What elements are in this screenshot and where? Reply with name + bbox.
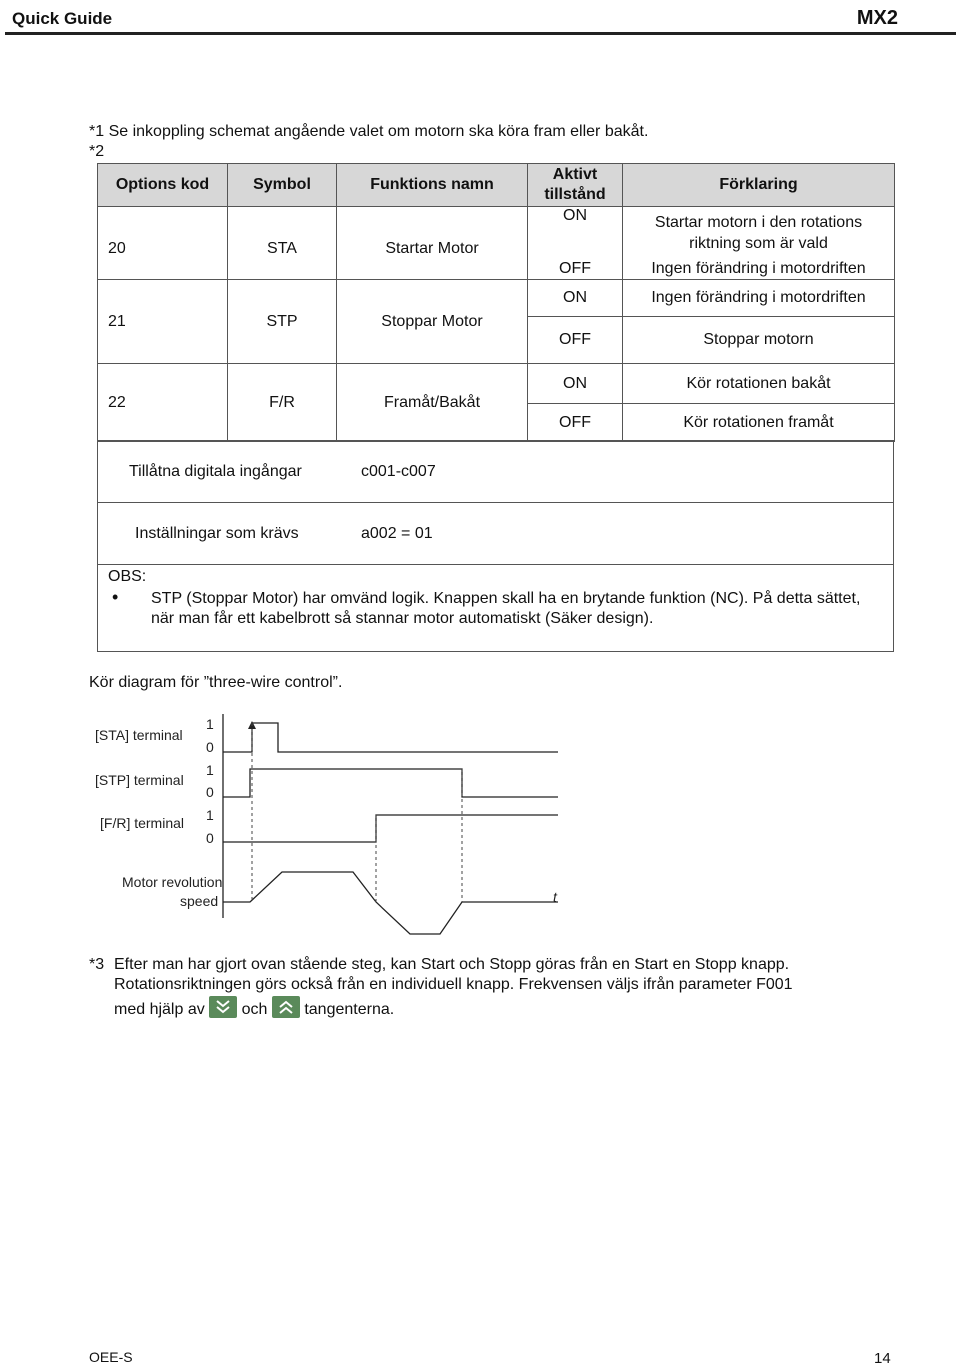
fr-terminal-label: [F/R] terminal <box>100 815 185 831</box>
cell-desc: Ingen förändring i motordriften <box>623 280 895 317</box>
double-chevron-up-icon <box>272 996 300 1018</box>
cell-desc: Ingen förändring i motordriften <box>623 259 895 280</box>
cell-symbol: STP <box>228 280 337 364</box>
cell-state: OFF <box>528 259 623 280</box>
note-2-marker: *2 <box>89 143 105 160</box>
cell-symbol: F/R <box>228 364 337 442</box>
obs-text: STP (Stoppar Motor) har omvänd logik. Knappen skall ha en brytande funktion (NC). På detta sättet, när man får ett kabelbrott så stannar motor automatiskt (Säker design). <box>151 590 861 627</box>
note-3-text-b: och <box>241 1001 268 1018</box>
level-label: 0 <box>206 784 214 800</box>
cell-state: ON <box>528 364 623 404</box>
allowed-inputs-label: Tillåtna digitala ingångar <box>129 463 302 480</box>
required-settings-label: Inställningar som krävs <box>135 525 299 542</box>
sta-terminal-label: [STA] terminal <box>95 727 183 743</box>
level-label: 0 <box>206 739 214 755</box>
cell-name: Startar Motor <box>337 207 528 280</box>
header-model: MX2 <box>856 7 898 29</box>
motor-speed-label-1: Motor revolution <box>122 874 223 890</box>
cell-state: OFF <box>528 317 623 364</box>
note-3-marker: *3 <box>89 956 105 973</box>
note-3-line-1: Efter man har gjort ovan stående steg, kan Start och Stopp göras från en Start en Stopp knapp. <box>114 956 790 973</box>
diagram-title: Kör diagram för ”three-wire control”. <box>89 674 343 691</box>
level-label: 0 <box>206 830 214 846</box>
header-options-code: Options kod <box>98 164 228 207</box>
header-active-state: Aktivt tillstånd <box>528 164 623 207</box>
cell-state: OFF <box>528 404 623 442</box>
page-number: 14 <box>874 1350 891 1367</box>
stp-terminal-label: [STP] terminal <box>95 772 184 788</box>
footer-code: OEE-S <box>89 1349 133 1365</box>
level-label: 1 <box>206 716 214 732</box>
cell-state: ON <box>528 207 623 259</box>
header-title: Quick Guide <box>12 9 113 28</box>
allowed-inputs-value: c001-c007 <box>361 463 436 480</box>
cell-state: ON <box>528 280 623 317</box>
level-label: 1 <box>206 807 214 823</box>
time-axis-label: t <box>553 889 557 905</box>
cell-symbol: STA <box>228 207 337 280</box>
note-3-text-a: med hjälp av <box>114 1001 205 1018</box>
header-symbol: Symbol <box>228 164 337 207</box>
note-1: *1 Se inkoppling schemat angående valet om motorn ska köra fram eller bakåt. <box>89 123 649 140</box>
double-chevron-down-icon <box>209 996 237 1018</box>
cell-name: Framåt/Bakåt <box>337 364 528 442</box>
cell-code: 20 <box>98 207 228 280</box>
sta-waveform <box>223 723 558 752</box>
cell-code: 22 <box>98 364 228 442</box>
note-3-line-3 <box>114 996 394 1023</box>
cell-desc: Stoppar motorn <box>623 317 895 364</box>
header-explanation: Förklaring <box>623 164 895 207</box>
stp-waveform <box>223 769 558 797</box>
note-3-text-c: tangenterna. <box>304 1001 395 1018</box>
bullet-icon: • <box>112 587 119 607</box>
fr-waveform <box>223 815 558 842</box>
note-3-line-2: Rotationsriktningen görs också från en individuell knapp. Frekvensen väljs ifrån parameter F001 <box>114 976 793 993</box>
motor-speed-curve <box>223 872 558 934</box>
cell-desc: Startar motorn i den rotations riktning som är vald <box>623 207 895 259</box>
cell-desc: Kör rotationen bakåt <box>623 364 895 404</box>
level-label: 1 <box>206 762 214 778</box>
motor-speed-label-2: speed <box>180 893 219 909</box>
cell-desc: Kör rotationen framåt <box>623 404 895 442</box>
header-function-name: Funktions namn <box>337 164 528 207</box>
obs-title: OBS: <box>108 568 147 585</box>
cell-name: Stoppar Motor <box>337 280 528 364</box>
required-settings-value: a002 = 01 <box>361 525 433 542</box>
cell-code: 21 <box>98 280 228 364</box>
